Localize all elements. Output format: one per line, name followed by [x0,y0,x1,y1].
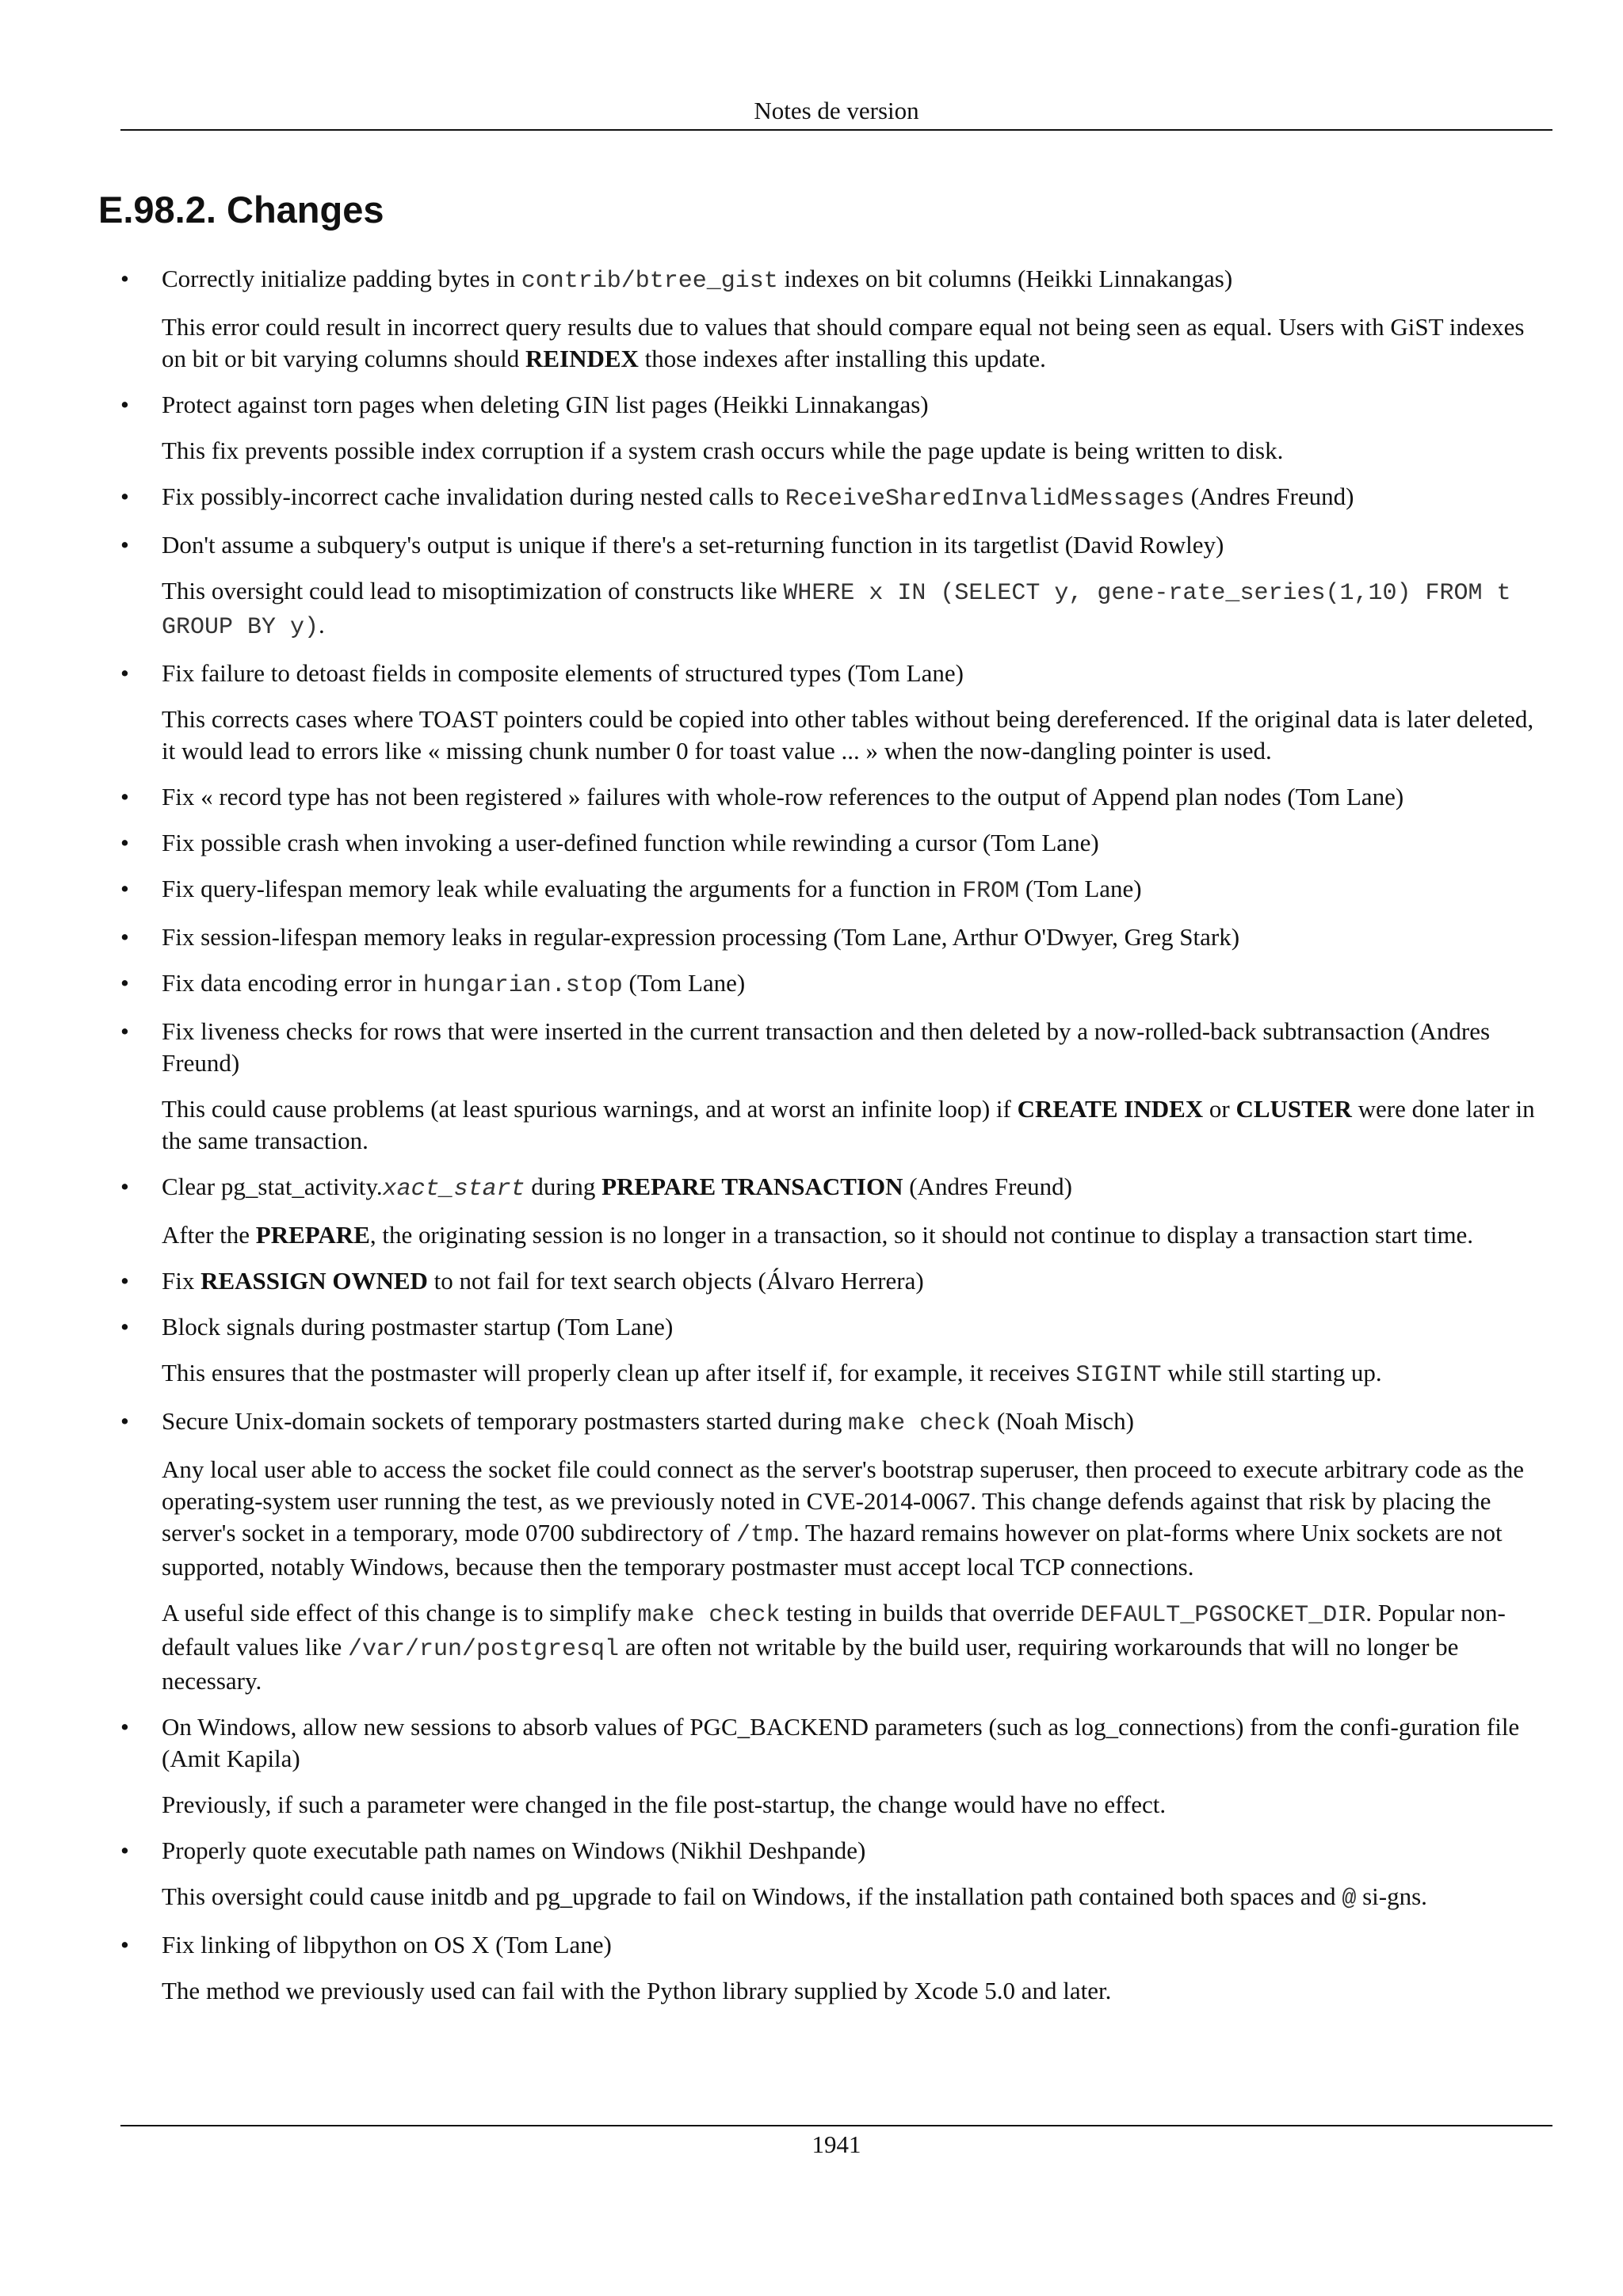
item-summary: Fix query-lifespan memory leak while evaluating the arguments for a function in FROM (Tom Lane) [162,875,1142,905]
bullet: • [120,1713,129,1741]
bullet: • [120,531,129,559]
code-span: /tmp [735,1522,793,1549]
item-summary: On Windows, allow new sessions to absorb values of PGC_BACKEND parameters (such as log_connections) from the confi-guration file (Amit Kapila) [162,1713,1520,1772]
section-title: E.98.2. Changes [98,189,384,231]
command-name: PREPARE TRANSACTION [601,1173,903,1200]
bullet: • [120,1407,129,1435]
code-span: WHERE x IN (SELECT y, gene-rate_series(1,10) FROM t GROUP BY y) [162,580,1511,641]
bullet: • [120,1267,129,1295]
item-note: This oversight could lead to misoptimization of constructs like WHERE x IN (SELECT y, gene-rate_series(1,10) FROM t GROUP BY y). [162,577,1511,641]
list-item [120,1171,1553,1251]
item-note: This error could result in incorrect query results due to values that should compare equal not being seen as equal. Users with GiST indexes on bit or bit varying columns should REINDEX those indexes after installing this update. [162,313,1525,372]
code-span: DEFAULT_PGSOCKET_DIR [1080,1602,1366,1629]
list-item [120,1835,1553,1915]
command-name: REINDEX [525,345,639,372]
item-summary: Fix data encoding error in hungarian.stop (Tom Lane) [162,969,746,999]
item-summary: Don't assume a subquery's output is unique if there's a set-returning function in its targetlist (David Rowley) [162,531,1224,559]
item-summary: Fix session-lifespan memory leaks in regular-expression processing (Tom Lane, Arthur O'Dwyer, Greg Stark) [162,923,1240,951]
item-note: This oversight could cause initdb and pg_upgrade to fail on Windows, if the installation path contained both spaces and @ si-gns. [162,1882,1427,1913]
list-item [120,263,1553,375]
list-item [120,481,1553,515]
command-name: CREATE INDEX [1017,1095,1204,1123]
code-span: make check [637,1602,781,1629]
bullet: • [120,923,129,951]
list-item [120,781,1553,813]
command-name: PREPARE [255,1221,370,1249]
list-item [120,967,1553,1001]
item-summary: Properly quote executable path names on Windows (Nikhil Deshpande) [162,1836,866,1864]
bullet: • [120,1836,129,1864]
change-list [120,263,1553,2021]
code-span: ReceiveSharedInvalidMessages [785,486,1185,513]
code-span: SIGINT [1075,1362,1162,1389]
code-span: make check [848,1410,991,1437]
item-note: Any local user able to access the socket file could connect as the server's bootstrap superuser, then proceed to execute arbitrary code as the operating-system user running the test, as we previously noted in CVE-2014-0067. This change defends against that risk by placing the server's socket in a temporary, mode 0700 subdirectory of /tmp. The hazard remains however on plat-forms where Unix sockets are not supported, notably Windows, because then the temporary postmaster must accept local TCP connections. [162,1455,1524,1581]
running-header: Notes de version [754,97,919,124]
list-item [120,1929,1553,2007]
item-summary: Fix failure to detoast fields in composite elements of structured types (Tom Lane) [162,659,964,687]
code-span: FROM [962,878,1020,905]
item-summary: Secure Unix-domain sockets of temporary postmasters started during make check (Noah Misch) [162,1407,1134,1437]
bullet: • [120,829,129,856]
code-span: @ [1342,1886,1357,1913]
bullet: • [120,482,129,510]
list-item [120,1311,1553,1391]
bullet: • [120,1931,129,1958]
page-number: 1941 [812,2130,861,2158]
item-summary: Clear pg_stat_activity.xact_start during PREPARE TRANSACTION (Andres Freund) [162,1173,1072,1203]
item-summary: Fix REASSIGN OWNED to not fail for text search objects (Álvaro Herrera) [162,1267,924,1295]
bullet: • [120,875,129,902]
list-item [120,921,1553,953]
item-summary: Fix linking of libpython on OS X (Tom Lane) [162,1931,612,1958]
item-summary: Block signals during postmaster startup (Tom Lane) [162,1313,674,1341]
item-note: This corrects cases where TOAST pointers could be copied into other tables without being dereferenced. If the original data is later deleted, it would lead to errors like « missing chunk number 0 for toast value ... » when the now-dangling pointer is used. [162,705,1534,765]
list-item [120,1016,1553,1157]
item-summary: Protect against torn pages when deleting GIN list pages (Heikki Linnakangas) [162,391,929,418]
bullet: • [120,1313,129,1341]
code-span: xact_start [382,1176,525,1203]
list-item [120,1265,1553,1297]
code-span: contrib/btree_gist [521,268,778,295]
bullet: • [120,391,129,418]
header-rule [120,129,1552,131]
list-item [120,873,1553,907]
bullet: • [120,265,129,292]
list-item [120,1711,1553,1821]
item-note: After the PREPARE, the originating session is no longer in a transaction, so it should not continue to display a transaction start time. [162,1221,1474,1249]
item-note: This fix prevents possible index corruption if a system crash occurs while the page update is being written to disk. [162,437,1284,464]
item-summary: Fix « record type has not been registered » failures with whole-row references to the output of Append plan nodes (Tom Lane) [162,783,1404,810]
item-summary: Fix possibly-incorrect cache invalidation during nested calls to ReceiveSharedInvalidMessages (Andres Freund) [162,482,1354,513]
command-name: REASSIGN OWNED [200,1267,428,1295]
bullet: • [120,969,129,997]
list-item [120,1405,1553,1697]
item-summary: Correctly initialize padding bytes in contrib/btree_gist indexes on bit columns (Heikki Linnakangas) [162,265,1233,295]
item-summary: Fix possible crash when invoking a user-defined function while rewinding a cursor (Tom Lane) [162,829,1099,856]
code-span: hungarian.stop [422,972,623,999]
item-note: The method we previously used can fail with the Python library supplied by Xcode 5.0 and later. [162,1977,1112,2004]
item-summary: Fix liveness checks for rows that were inserted in the current transaction and then deleted by a now-rolled-back subtransaction (Andres Freund) [162,1017,1491,1077]
item-note: Previously, if such a parameter were changed in the file post-startup, the change would have no effect. [162,1791,1167,1818]
bullet: • [120,659,129,687]
footer-rule [120,2125,1552,2126]
item-note: This could cause problems (at least spurious warnings, and at worst an infinite loop) if CREATE INDEX or CLUSTER were done later in the same transaction. [162,1095,1535,1154]
bullet: • [120,1017,129,1045]
list-item [120,389,1553,467]
bullet: • [120,1173,129,1200]
command-name: CLUSTER [1235,1095,1352,1123]
bullet: • [120,783,129,810]
list-item [120,529,1553,643]
item-note: This ensures that the postmaster will properly clean up after itself if, for example, it receives SIGINT while still starting up. [162,1359,1382,1389]
code-span: /var/run/postgresql [348,1636,620,1663]
list-item [120,827,1553,859]
list-item [120,658,1553,767]
item-note: A useful side effect of this change is to simplify make check testing in builds that override DEFAULT_PGSOCKET_DIR. Popular non-default values like /var/run/postgresql are often not writable by the build user, requiring workarounds that will no longer be necessary. [162,1599,1506,1695]
